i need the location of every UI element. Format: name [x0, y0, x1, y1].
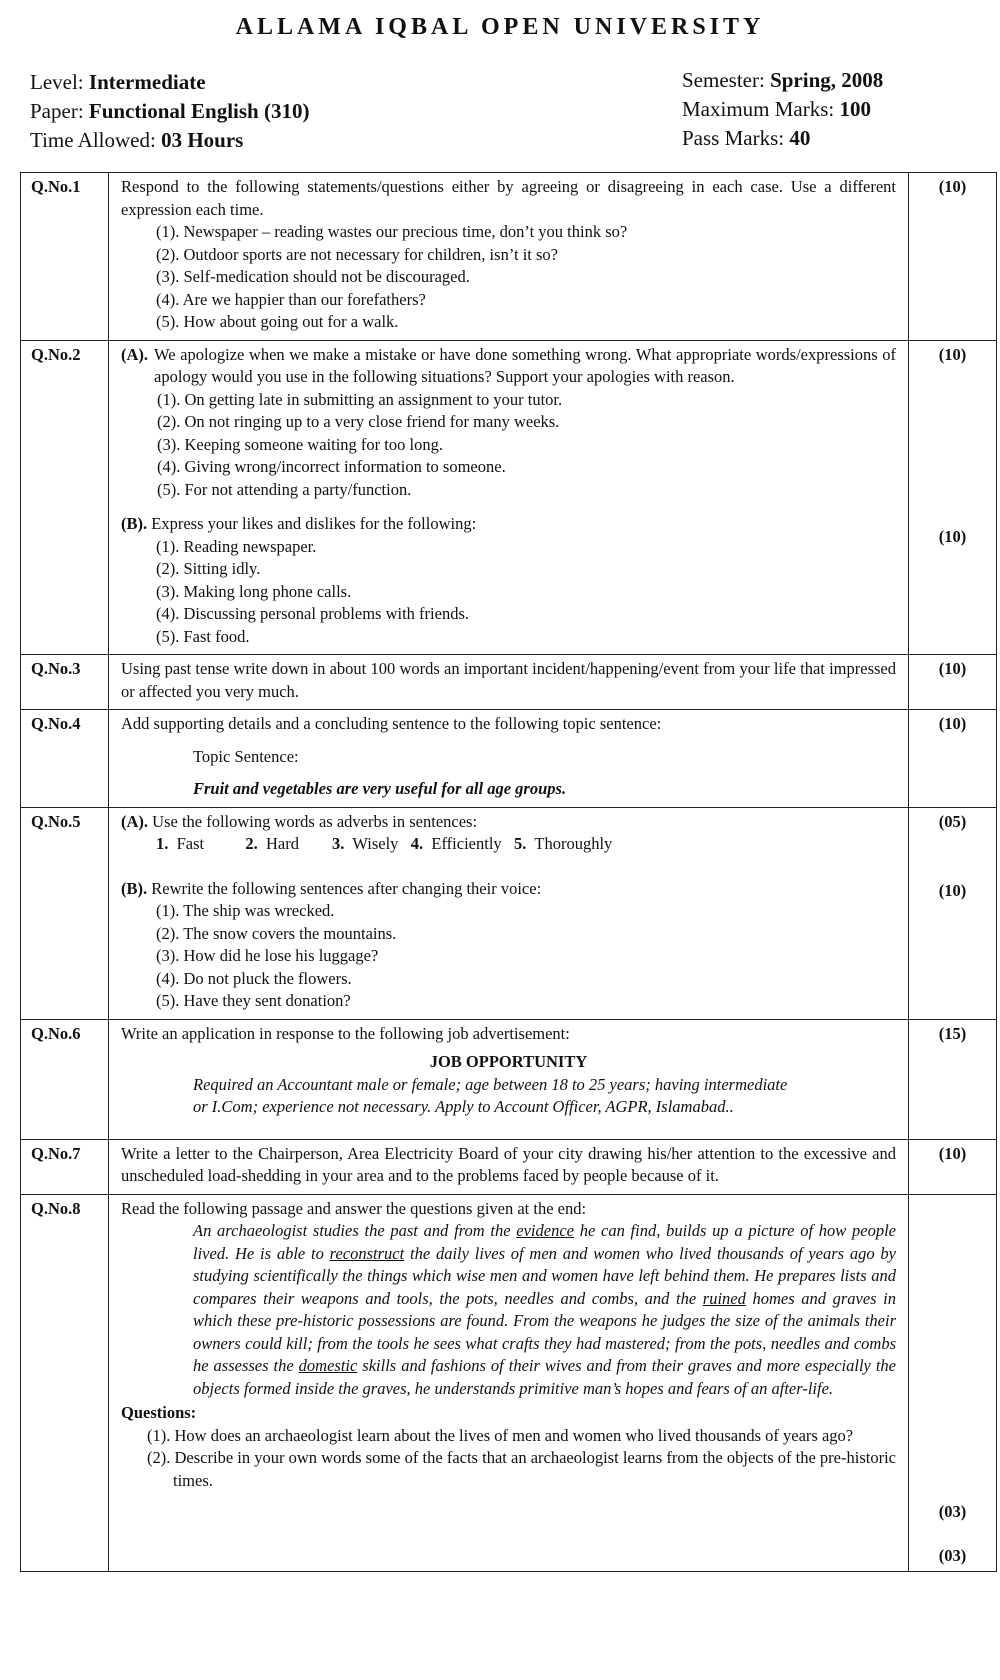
comprehension-question: (1). How does an archaeologist learn about the lives of men and women who lived thousands of years ago? — [147, 1425, 854, 1445]
question-text — [109, 807, 909, 1019]
q6-intro: Write an application in response to the following job advertisement: — [121, 1023, 570, 1043]
question-number: Q.No.5 — [21, 807, 109, 1019]
list-item: (5). How about going out for a walk. — [156, 312, 399, 331]
question-number: Q.No.3 — [21, 655, 109, 710]
list-item: (3). Keeping someone waiting for too long. — [157, 434, 443, 454]
comprehension-question: (2). Describe in your own words some of the facts that an archaeologist learns from the objects of the pre-historic times. — [147, 1448, 896, 1490]
question-row-7 — [21, 1139, 997, 1194]
question-marks: (10) — [909, 1139, 997, 1194]
paper-label: Paper: — [30, 99, 84, 123]
list-item: (5). For not attending a party/function. — [157, 479, 412, 499]
question-text — [109, 1194, 909, 1571]
question-marks — [909, 807, 997, 1019]
list-item: (4). Are we happier than our forefathers? — [156, 289, 426, 309]
question-text — [109, 173, 909, 341]
adverb-list — [121, 833, 896, 856]
time-line — [30, 126, 309, 155]
paper-value: Functional English (310) — [88, 99, 310, 123]
job-advertisement-body: Required an Accountant male or female; age between 18 to 25 years; having intermediate or I.Com; experience not necessary. Apply to Account Officer, AGPR, Islamabad.. — [193, 1074, 788, 1116]
semester-value: Spring, 2008 — [770, 68, 884, 92]
question-row-8 — [21, 1194, 997, 1571]
adverb-word: Fast — [176, 834, 205, 853]
q1-intro: Respond to the following statements/questions either by agreeing or disagreeing in each case. Use a different expression each time. — [121, 177, 896, 219]
q2-b-intro: Express your likes and dislikes for the following: — [151, 514, 477, 533]
paper-line — [30, 97, 309, 126]
list-item: (1). On getting late in submitting an assignment to your tutor. — [157, 389, 563, 409]
university-title: ALLAMA IQBAL OPEN UNIVERSITY — [235, 14, 765, 40]
question-marks — [909, 1194, 997, 1571]
pass-marks-label: Pass Marks: — [682, 126, 785, 150]
topic-label: Topic Sentence: — [193, 746, 299, 766]
q2-a-items — [121, 389, 896, 502]
adverb-number: 4. — [410, 834, 424, 853]
question-marks — [909, 340, 997, 655]
level-line — [30, 68, 309, 97]
q5-b-intro: Rewrite the following sentences after changing their voice: — [151, 878, 542, 898]
time-label: Time Allowed: — [30, 128, 156, 152]
question-text: Using past tense write down in about 100 words an important incident/happening/event from your life that impressed or affected you very much. — [109, 655, 909, 710]
question-text — [109, 340, 909, 655]
list-item: (2). Outdoor sports are not necessary for children, isn’t it so? — [156, 244, 559, 264]
list-item: (5). Fast food. — [156, 626, 250, 646]
adverb-word: Efficiently — [431, 834, 502, 853]
question-text — [109, 1019, 909, 1139]
list-item: (1). Newspaper – reading wastes our precious time, don’t you think so? — [156, 222, 628, 241]
pass-marks-value: 40 — [789, 126, 811, 150]
list-item: (2). The snow covers the mountains. — [156, 923, 397, 943]
q8-intro: Read the following passage and answer the questions given at the end: — [121, 1198, 587, 1218]
question-row-5 — [21, 807, 997, 1019]
underlined-word: domestic — [298, 1356, 358, 1375]
q5-b-items — [121, 900, 896, 1013]
question-text — [109, 710, 909, 808]
q4-intro: Add supporting details and a concluding sentence to the following topic sentence: — [121, 714, 662, 733]
adverb-number: 1. — [156, 834, 169, 853]
questions-table — [20, 172, 997, 1572]
list-item: (1). Reading newspaper. — [156, 536, 317, 556]
q5-part-a — [121, 811, 896, 834]
question-2-marks: (03) — [938, 1546, 967, 1565]
list-item: (2). Sitting idly. — [156, 559, 261, 578]
question-marks: (10) — [909, 710, 997, 808]
question-text: Write a letter to the Chairperson, Area Electricity Board of your city drawing his/her attention to the excessive and unscheduled load-shedding in your area and to the problems faced by people because of it. — [109, 1139, 909, 1194]
questions-label: Questions: — [121, 1403, 197, 1422]
list-item: (4). Do not pluck the flowers. — [156, 968, 352, 988]
max-marks-label: Maximum Marks: — [682, 97, 835, 121]
question-row-2 — [21, 340, 997, 655]
question-row-3 — [21, 655, 997, 710]
question-number: Q.No.4 — [21, 710, 109, 808]
part-a-marks: (10) — [938, 344, 967, 364]
question-1-marks: (03) — [938, 1501, 967, 1521]
q2-a-intro: We apologize when we make a mistake or have done something wrong. What appropriate words/expressions of apology would you use in the following situations? Support your apologies with reason. — [154, 344, 896, 386]
underlined-word: evidence — [516, 1221, 574, 1240]
q1-items — [121, 221, 896, 334]
adverb-number: 2. — [245, 834, 258, 853]
part-label: (B). — [121, 514, 148, 533]
question-row-4 — [21, 710, 997, 808]
part-label: (A). — [121, 344, 149, 364]
part-a-marks: (05) — [938, 811, 967, 831]
question-marks: (10) — [909, 655, 997, 710]
question-row-6 — [21, 1019, 997, 1139]
list-item: (4). Giving wrong/incorrect information to someone. — [157, 457, 506, 476]
semester-label: Semester: — [682, 68, 765, 92]
question-number: Q.No.2 — [21, 340, 109, 655]
underlined-word: ruined — [702, 1288, 746, 1308]
q2-part-b — [121, 513, 896, 536]
semester-line — [682, 66, 883, 95]
list-item: (1). The ship was wrecked. — [156, 901, 335, 920]
list-item: (3). Self-medication should not be discouraged. — [156, 267, 470, 286]
level-value: Intermediate — [88, 70, 206, 94]
part-label: (A). — [121, 811, 149, 831]
part-b-marks: (10) — [938, 527, 967, 546]
part-b-marks: (10) — [938, 881, 967, 900]
topic-sentence: Fruit and vegetables are very useful for all age groups. — [193, 779, 567, 798]
adverb-word: Thoroughly — [534, 834, 613, 853]
level-label: Level: — [30, 70, 84, 94]
adverb-number: 3. — [332, 834, 345, 853]
underlined-word: reconstruct — [329, 1243, 405, 1263]
exam-meta-right — [682, 66, 883, 153]
time-value: 03 Hours — [161, 128, 244, 152]
reading-passage: An archaeologist studies the past and from the evidence he can find, builds up a picture of how people lived. He is able to reconstruct the daily lives of men and women who lived thousands of years ago by studying scientifically the things which wise men and women have left behind them. He prepares lists and compares their weapons and tools, the pots, needles and combs, and the ruined homes and graves in which these pre-historic possessions are found. From the weapons he judges the size of the animals their owners could kill; from the tools he sees what crafts they had mastered; from the pots, needles and combs he assesses the domestic skills and fashions of their wives and from their graves and more especially the objects formed inside the graves, he understands primitive man’s hopes and fears of an after-life. — [193, 1221, 896, 1398]
question-row-1 — [21, 173, 997, 341]
q2-part-a — [121, 344, 896, 389]
list-item: (5). Have they sent donation? — [156, 991, 351, 1010]
pass-marks-line — [682, 124, 883, 153]
list-item: (2). On not ringing up to a very close friend for many weeks. — [157, 412, 560, 431]
max-marks-value: 100 — [839, 97, 871, 121]
question-number: Q.No.1 — [21, 173, 109, 341]
exam-meta-left — [30, 68, 309, 155]
q5-a-intro: Use the following words as adverbs in sentences: — [152, 811, 478, 831]
part-label: (B). — [121, 878, 148, 898]
q5-part-b — [121, 878, 896, 901]
max-marks-line — [682, 95, 883, 124]
adverb-word: Hard — [266, 834, 299, 853]
adverb-word: Wisely — [352, 834, 399, 853]
question-number: Q.No.7 — [21, 1139, 109, 1194]
question-number: Q.No.6 — [21, 1019, 109, 1139]
list-item: (3). Making long phone calls. — [156, 581, 352, 601]
list-item: (3). How did he lose his luggage? — [156, 946, 379, 965]
job-title: JOB OPPORTUNITY — [429, 1052, 588, 1071]
question-number: Q.No.8 — [21, 1194, 109, 1571]
adverb-number: 5. — [514, 834, 527, 853]
list-item: (4). Discussing personal problems with friends. — [156, 604, 469, 623]
q2-b-items — [121, 536, 896, 649]
question-marks: (15) — [909, 1019, 997, 1139]
question-marks: (10) — [909, 173, 997, 341]
